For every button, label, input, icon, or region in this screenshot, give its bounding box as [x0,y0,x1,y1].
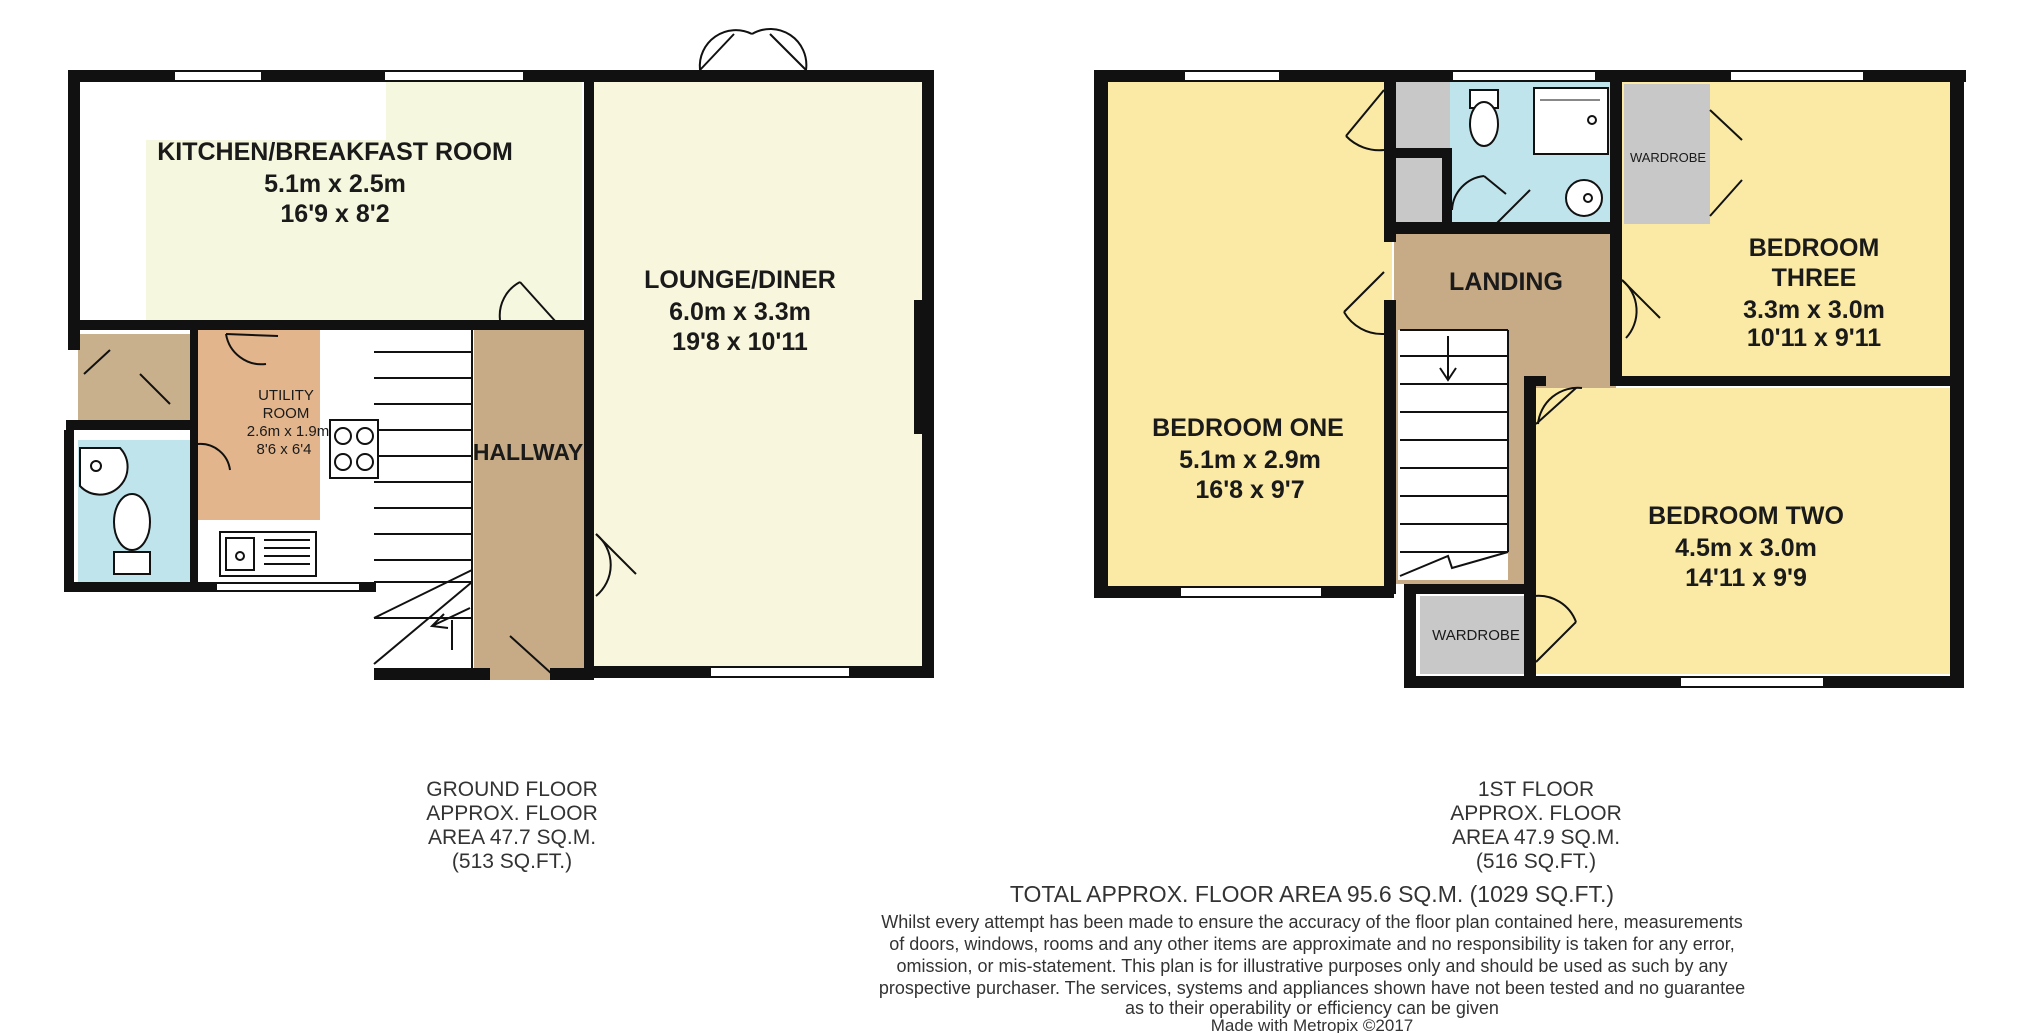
ground-caption-line2: APPROX. FLOOR [426,802,598,825]
cupboard-area [78,334,190,430]
lounge-name: LOUNGE/DINER [644,266,836,294]
disclaimer-line-3: omission, or mis-statement. This plan is for illustrative purposes only and should be used as such by any [896,956,1728,976]
kitchen-imperial: 16'9 x 8'2 [280,200,390,228]
first-floor-caption [1450,778,1622,873]
first-caption-line2: APPROX. FLOOR [1450,802,1622,825]
bath-toilet-icon [1470,90,1498,146]
lounge-room [594,82,928,672]
hallway-name: HALLWAY [472,439,584,465]
bath-basin-icon [1566,180,1602,216]
kitchen-sink-icon [220,532,316,576]
stairs-first [1398,330,1508,580]
hallway-area [474,330,586,680]
disclaimer-line-1: Whilst every attempt has been made to ensure the accuracy of the floor plan contained here, measurements [881,912,1743,932]
utility-name-line2: ROOM [262,405,310,422]
kitchen-metric: 5.1m x 2.5m [264,170,406,198]
bedroom-three-name-line1: BEDROOM [1748,234,1880,262]
wardrobe-top-label: WARDROBE [1629,150,1707,165]
stairs-ground [372,330,472,680]
lounge-imperial: 19'8 x 10'11 [672,328,808,356]
bathroom-cupboard-top [1394,82,1450,148]
ground-caption-line1: GROUND FLOOR [426,778,598,801]
kitchen-name: KITCHEN/BREAKFAST ROOM [157,138,513,166]
toilet-icon [114,494,150,574]
first-floor-plan [1094,70,1966,688]
metropix-credit: Made with Metropix ©2017 [1210,1016,1414,1033]
bathroom-cupboard-bottom [1394,158,1442,222]
first-caption-line1: 1ST FLOOR [1477,778,1595,801]
bedroom-three-name-line2: THREE [1771,264,1857,292]
landing-name: LANDING [1449,268,1563,296]
bedroom-three-metric: 3.3m x 3.0m [1743,296,1885,324]
wardrobe-bottom-label: WARDROBE [1432,627,1520,644]
bedroom-three-imperial: 10'11 x 9'11 [1746,324,1882,352]
disclaimer-line-5: as to their operability or efficiency can be given [1125,998,1499,1018]
disclaimer-line-4: prospective purchaser. The services, systems and appliances shown have not been tested and no guarantee [878,978,1746,998]
bedroom-two-imperial: 14'11 x 9'9 [1685,564,1807,592]
utility-name-line1: UTILITY [258,387,314,404]
bedroom-one-imperial: 16'8 x 9'7 [1195,476,1305,504]
first-caption-line4: (516 SQ.FT.) [1475,850,1597,873]
bedroom-two-metric: 4.5m x 3.0m [1675,534,1817,562]
utility-imperial: 8'6 x 6'4 [256,441,312,458]
ground-caption-line3: AREA 47.7 SQ.M. [427,826,597,849]
ground-floor-plan [64,29,934,680]
utility-metric: 2.6m x 1.9m [246,423,330,440]
patio-doors-icon [700,29,807,70]
bedroom-one-room [1108,82,1392,586]
kitchen-worktop-top [82,82,386,140]
footer [879,881,1745,1033]
first-caption-line3: AREA 47.9 SQ.M. [1451,826,1621,849]
ground-floor-caption [426,778,598,873]
bedroom-two-name: BEDROOM TWO [1648,502,1844,530]
hob-icon [330,420,378,478]
bedroom-one-name: BEDROOM ONE [1152,414,1344,442]
shower-icon [1534,88,1608,154]
lounge-metric: 6.0m x 3.3m [669,298,811,326]
ground-caption-line4: (513 SQ.FT.) [451,850,573,873]
disclaimer-line-2: of doors, windows, rooms and any other items are approximate and no responsibility is taken for any error, [889,934,1735,954]
total-area: TOTAL APPROX. FLOOR AREA 95.6 SQ.M. (1029 SQ.FT.) [1009,881,1615,907]
bedroom-one-metric: 5.1m x 2.9m [1179,446,1321,474]
bedroom-two-room [1536,388,1956,674]
